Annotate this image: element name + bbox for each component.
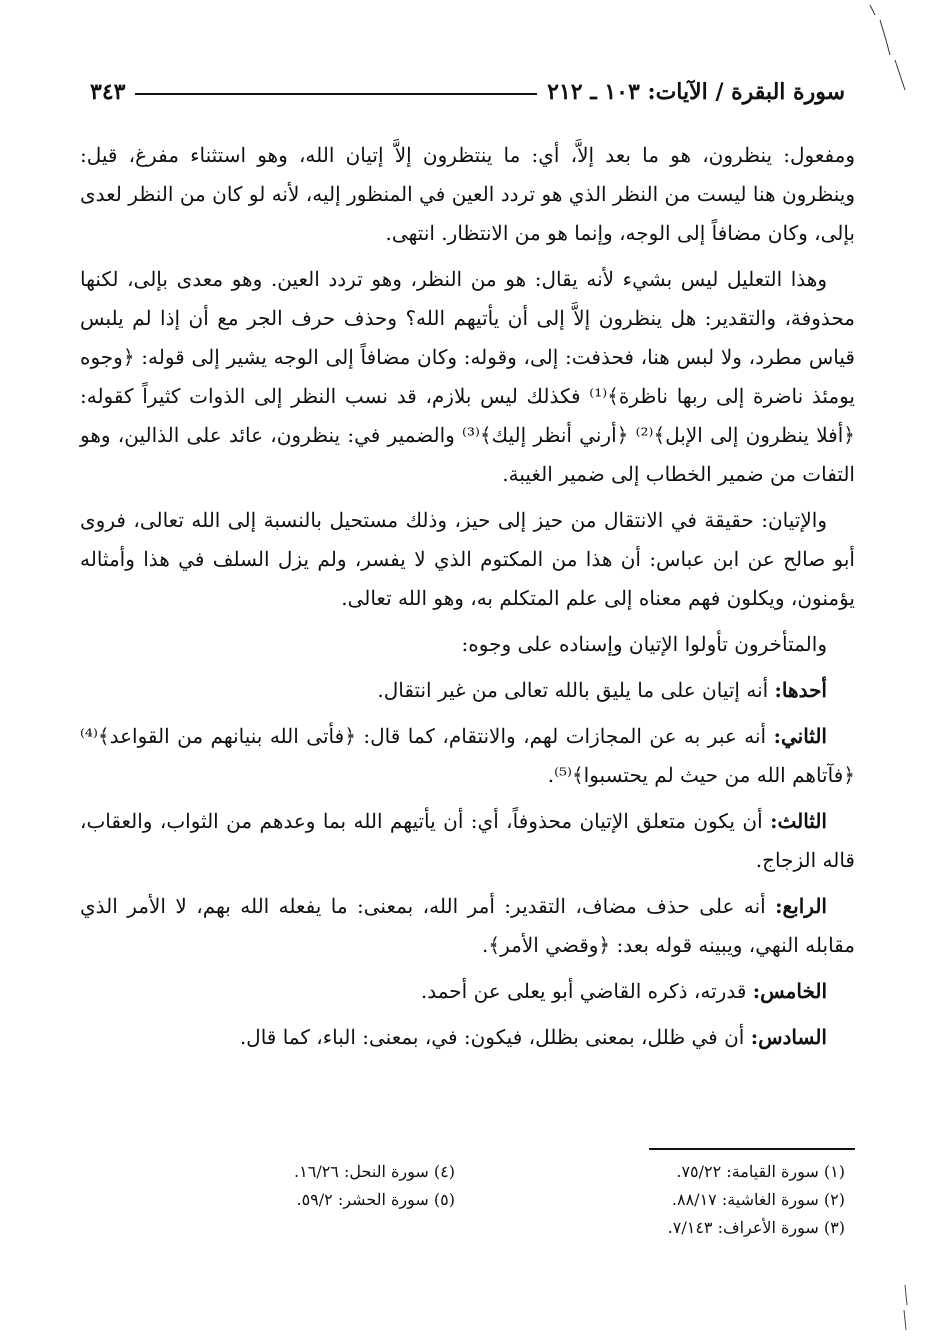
main-text bbox=[80, 136, 855, 1064]
paragraph bbox=[80, 802, 855, 880]
paragraph-label: الرابع: bbox=[775, 894, 827, 918]
paragraph-label: أحدها: bbox=[774, 678, 827, 702]
paragraph bbox=[80, 671, 855, 710]
paragraph-label: السادس: bbox=[750, 1025, 827, 1049]
header-rule bbox=[135, 93, 537, 95]
paragraph bbox=[80, 136, 855, 253]
footnote-separator bbox=[649, 1148, 855, 1150]
paragraph-label: الثاني: bbox=[773, 724, 827, 748]
paragraph-text: أنه على حذف مضاف، التقدير: أمر الله، بمعنى: ما يفعله الله بهم، لا الأمر الذي مقابله النهي، ويبينه قوله بعد: ﴿وقضي الأمر﴾. bbox=[80, 894, 855, 957]
paragraph bbox=[80, 501, 855, 618]
paragraph bbox=[80, 1018, 855, 1057]
footnote: (٢) سورة الغاشية: ٨٨/١٧. bbox=[671, 1190, 845, 1209]
margin-scratch-mark bbox=[890, 1280, 920, 1340]
paragraph-text: أن يكون متعلق الإتيان محذوفاً، أي: أن يأتيهم الله بما وعدهم من الثواب، والعقاب، قاله الزجاج. bbox=[80, 809, 855, 872]
header-title: سورة البقرة / الآيات: ١٠٣ ـ ٢١٢ bbox=[547, 79, 845, 105]
paragraph bbox=[80, 972, 855, 1011]
footnote: (٣) سورة الأعراف: ٧/١٤٣. bbox=[667, 1218, 845, 1237]
paragraph-label: الخامس: bbox=[752, 979, 827, 1003]
paragraph-text: والإتيان: حقيقة في الانتقال من حيز إلى حيز، وذلك مستحيل بالنسبة إلى الله تعالى، فروى أبو صالح عن ابن عباس: أن هذا من المكتوم الذي لا يفسر، ولم يزل السلف في هذا وأمثاله يؤمنون، ويكلون فهم معناه إلى علم المتكلم به، وهو الله تعالى. bbox=[80, 508, 855, 610]
margin-scratch-mark bbox=[850, 0, 910, 120]
paragraph-text: والمتأخرون تأولوا الإتيان وإسناده على وجوه: bbox=[461, 632, 827, 656]
footnote: (١) سورة القيامة: ٧٥/٢٢. bbox=[676, 1162, 845, 1181]
page-number: ٣٤٣ bbox=[90, 79, 126, 105]
paragraph-text: أنه إتيان على ما يليق بالله تعالى من غير انتقال. bbox=[377, 678, 775, 702]
footnote-column-left bbox=[195, 1158, 455, 1214]
paragraph bbox=[80, 625, 855, 664]
footnote: (٤) سورة النحل: ١٦/٢٦. bbox=[294, 1162, 455, 1181]
paragraph-text: ومفعول: ينظرون، هو ما بعد إلاَّ، أي: ما ينتظرون إلاَّ إتيان الله، وهو استثناء مفرغ، قيل: وينظرون هنا ليست من النظر الذي هو تردد العين في المنظور إليه، لأنه لو كان من النظر لعدى بإلى، وكان مضافاً إلى الوجه، وإنما هو من الانتظار. انتهى. bbox=[80, 143, 855, 245]
running-header bbox=[90, 72, 845, 112]
paragraph-label: الثالث: bbox=[770, 809, 827, 833]
paragraph-text: أن في ظلل، بمعنى بظلل، فيكون: في، بمعنى: الباء، كما قال. bbox=[239, 1025, 751, 1049]
paragraph bbox=[80, 260, 855, 494]
footnote: (٥) سورة الحشر: ٥٩/٢. bbox=[296, 1190, 455, 1209]
paragraph-text: قدرته، ذكره القاضي أبو يعلى عن أحمد. bbox=[420, 979, 753, 1003]
footnote-column-right bbox=[585, 1158, 845, 1242]
paragraph-text: أنه عبر به عن المجازات لهم، والانتقام، كما قال: ﴿فأتى الله بنيانهم من القواعد﴾⁽⁴⁾ ﴿فآتاهم الله من حيث لم يحتسبوا﴾⁽⁵⁾. bbox=[80, 724, 855, 787]
paragraph bbox=[80, 717, 855, 795]
paragraph bbox=[80, 887, 855, 965]
paragraph-text: وهذا التعليل ليس بشيء لأنه يقال: هو من النظر، وهو تردد العين. وهو معدى بإلى، لكنها محذوفة، والتقدير: هل ينظرون إلاَّ إلى أن يأتيهم الله؟ وحذف حرف الجر مع أن إذا لم يلبس قياس مطرد، ولا لبس هنا، فحذفت: إلى، وقوله: وكان مضافاً إلى الوجه يشير إلى قوله: ﴿وجوه يومئذ ناضرة إلى ربها ناظرة﴾⁽¹⁾ فكذلك ليس بلازم، قد نسب النظر إلى الذوات كثيراً كقوله: ﴿أفلا ينظرون إلى الإبل﴾⁽²⁾ ﴿أرني أنظر إليك﴾⁽³⁾ والضمير في: ينظرون، عائد على الذالين، وهو التفات من ضمير الخطاب إلى ضمير الغيبة. bbox=[80, 267, 855, 486]
